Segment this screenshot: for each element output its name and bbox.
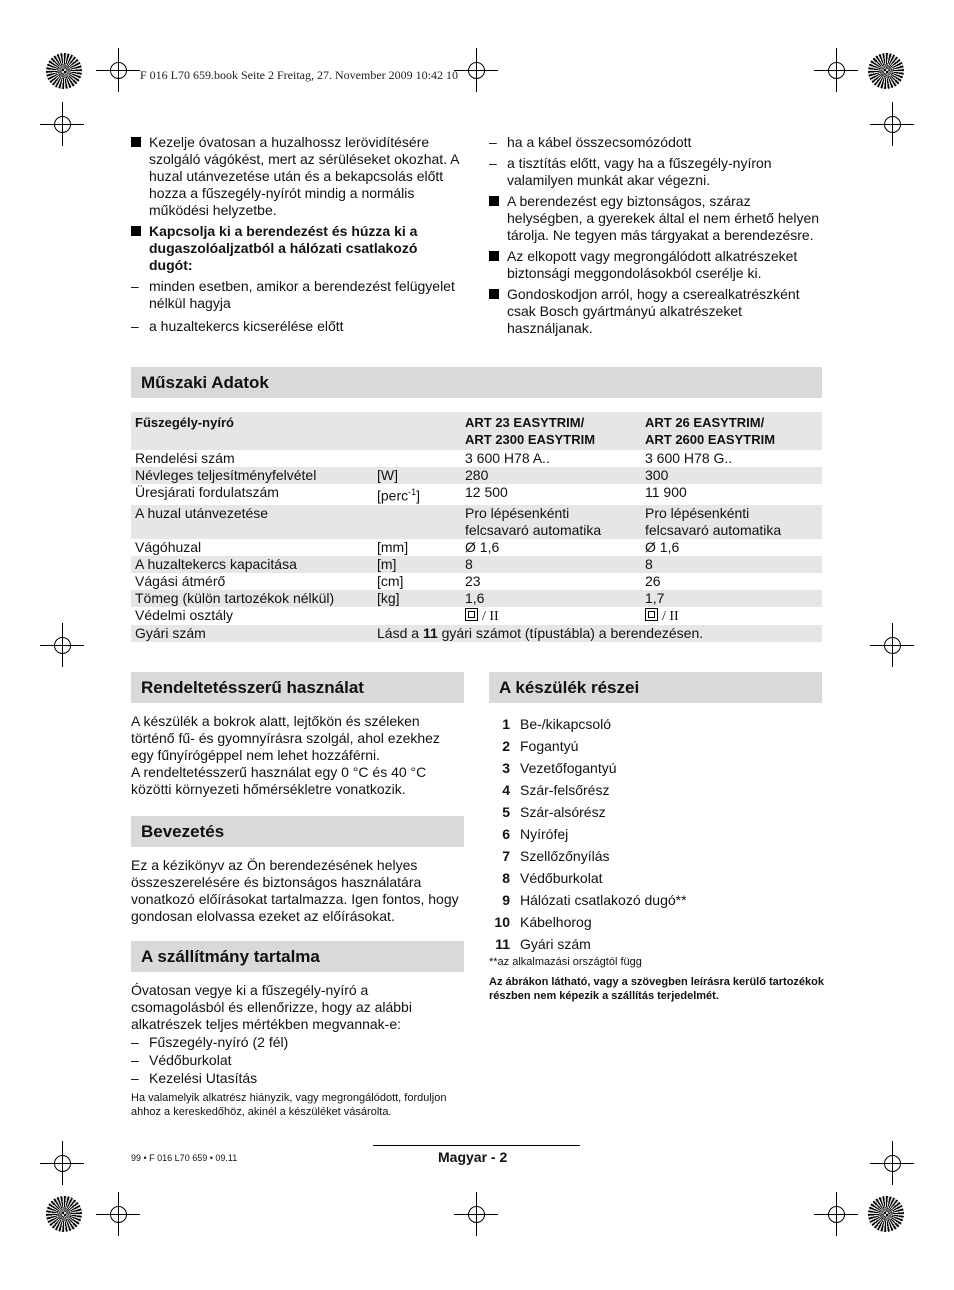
bullet-item [489, 248, 821, 282]
bullet-text: Gondoskodjon arról, hogy a cserealkatrészként csak Bosch gyártmányú alkatrészeket használjanak. [507, 286, 800, 336]
list-item: 2 Fogantyú [502, 738, 579, 754]
dash-text: ha a kábel összecsomózódott [507, 134, 692, 150]
safety-left-column [131, 134, 463, 339]
dash-item: – minden esetben, amikor a berendezést felügyelet nélkül hagyja [131, 278, 455, 311]
dash-item: – a tisztítás előtt, vagy ha a fűszegély-nyíron valamilyen munkát akar végezni. [489, 155, 772, 188]
table-row: Gyári szám Lásd a 11 gyári számot (típustábla) a berendezésen. [131, 625, 822, 642]
book-header-line: F 016 L70 659.book Seite 2 Freitag, 27. November 2009 10:42 10 [140, 68, 458, 82]
list-item: – Védőburkolat [131, 1052, 232, 1068]
parts-list [490, 713, 687, 955]
table-row: Vágóhuzal [mm] Ø 1,6 Ø 1,6 [135, 538, 680, 555]
page-number: Magyar - 2 [438, 1149, 508, 1165]
bullet-item [489, 193, 821, 244]
bullet-text: Kezelje óvatosan a huzalhossz lerövidítésére szolgáló vágókést, mert az sérüléseket okozhat. A huzal utánvezetése után és a bekapcsolás előtt hozza a fűszegély-nyírót mindig a normális működési helyzetbe. [149, 134, 459, 218]
dash-text: minden esetben, amikor a berendezést felügyelet nélkül hagyja [149, 278, 455, 311]
table-row: A huzaltekercs kapacitása [m] 8 8 [131, 556, 822, 573]
intro-text: Ez a kézikönyv az Ön berendezésének helyes összeszerelésére és biztonságos használatára vonatkozó előírásokat tartalmazza. Igen fontos, hogy gondosan elolvassa ezeket az előírásokat. [131, 857, 459, 924]
footer-rule [373, 1145, 580, 1146]
parts-note: Az ábrákon látható, vagy a szövegben leírásra kerülő tartozékok részben nem képezik a szállítás terjedelmét. [489, 976, 825, 1002]
safety-right-column [489, 134, 821, 341]
list-item: 10 Kábelhorog [494, 914, 592, 930]
paragraph: A készülék a bokrok alatt, lejtőkön és széleken történő fű- és gyomnyírásra szolgál, ahol ezekhez egy fűnyírógéppel nem lehet hozzáférni. [131, 713, 440, 763]
list-item: – Kezelési Utasítás [131, 1070, 258, 1086]
color-rosette [868, 53, 904, 89]
bullet-text: A berendezést egy biztonságos, száraz helységben, a gyerekek által el nem érhető helyen tárolja. Ne tegyen más tárgyakat a berendezésre. [507, 193, 820, 243]
bullet-item [489, 286, 821, 337]
spec-table [131, 412, 822, 642]
delivery-text [131, 982, 464, 1119]
color-rosette [868, 1196, 904, 1232]
footer-code: 99 • F 016 L70 659 • 09.11 [131, 1153, 238, 1163]
table-row: Védelmi osztály / II / II [135, 606, 679, 624]
list-item: 7 Szellőzőnyílás [502, 848, 610, 864]
protection-class-icon [645, 608, 658, 621]
section-heading-intro: Bevezetés [131, 816, 464, 847]
protection-class-icon [465, 608, 478, 621]
section-heading-parts: A készülék részei [489, 672, 822, 703]
list-item: 9 Hálózati csatlakozó dugó** [502, 892, 687, 908]
table-header-model-1: ART 23 EASYTRIM/ ART 2300 EASYTRIM [461, 412, 641, 450]
section-heading-usage: Rendeltetésszerű használat [131, 672, 464, 703]
parts-footnote: **az alkalmazási országtól függ [489, 956, 642, 968]
section-heading-tech: Műszaki Adatok [131, 367, 822, 398]
color-rosette [46, 53, 82, 89]
list-item: 6 Nyírófej [502, 826, 569, 842]
table-header-label: Fűszegély-nyíró [131, 412, 373, 450]
list-item: 8 Védőburkolat [502, 870, 603, 886]
paragraph: Óvatosan vegye ki a fűszegély-nyíró a csomagolásból és ellenőrizze, hogy az alábbi alkatrészek teljes mértékben megvannak-e: [131, 982, 412, 1032]
table-header-model-2: ART 26 EASYTRIM/ ART 2600 EASYTRIM [641, 412, 822, 450]
table-row: Vágási átmérő [cm] 23 26 [135, 572, 661, 589]
dash-item: – a huzaltekercs kicserélése előtt [131, 318, 344, 334]
usage-text [131, 713, 464, 798]
table-row: Rendelési szám 3 600 H78 A.. 3 600 H78 G.. [135, 450, 733, 466]
dash-item: – ha a kábel összecsomózódott [489, 134, 692, 150]
bullet-item [131, 223, 463, 274]
list-item: 5 Szár-alsórész [502, 804, 606, 820]
list-item: – Fűszegély-nyíró (2 fél) [131, 1034, 289, 1050]
bullet-item [131, 134, 463, 219]
color-rosette [46, 1196, 82, 1232]
bullet-text: Kapcsolja ki a berendezést és húzza ki a dugaszolóaljzatból a hálózati csatlakozó dugót: [149, 223, 418, 273]
dash-text: a huzaltekercs kicserélése előtt [149, 318, 344, 334]
table-row: Névleges teljesítményfelvétel [W] 280 300 [131, 467, 822, 484]
list-item: 11 Gyári szám [495, 936, 591, 952]
bullet-text: Az elkopott vagy megrongálódott alkatrészeket biztonsági meggondolásokból cserélje ki. [507, 248, 798, 281]
section-heading-delivery: A szállítmány tartalma [131, 941, 464, 972]
list-item: 4 Szár-felsőrész [502, 782, 610, 798]
table-header-row [131, 412, 822, 450]
list-item: 3 Vezetőfogantyú [502, 760, 617, 776]
paragraph: A rendeltetésszerű használat egy 0 °C és 40 °C közötti környezeti hőmérsékletre vonatkozik. [131, 764, 427, 797]
delivery-note: Ha valamelyik alkatrész hiányzik, vagy megrongálódott, forduljon ahhoz a kereskedőhöz, akinél a készüléket vásárolta. [131, 1092, 447, 1118]
list-item: 1 Be-/kikapcsoló [502, 716, 612, 732]
dash-text: a tisztítás előtt, vagy ha a fűszegély-nyíron valamilyen munkát akar végezni. [507, 155, 772, 188]
table-row: Tömeg (külön tartozékok nélkül) [kg] 1,6 1,7 [131, 590, 822, 607]
table-row: A huzal utánvezetése Pro lépésenkénti felcsavaró automatika Pro lépésenkénti felcsavaró automatika [131, 505, 822, 539]
table-row: Üresjárati fordulatszám [perc$^{-1}$] 12 500 11 900 [135, 484, 687, 504]
